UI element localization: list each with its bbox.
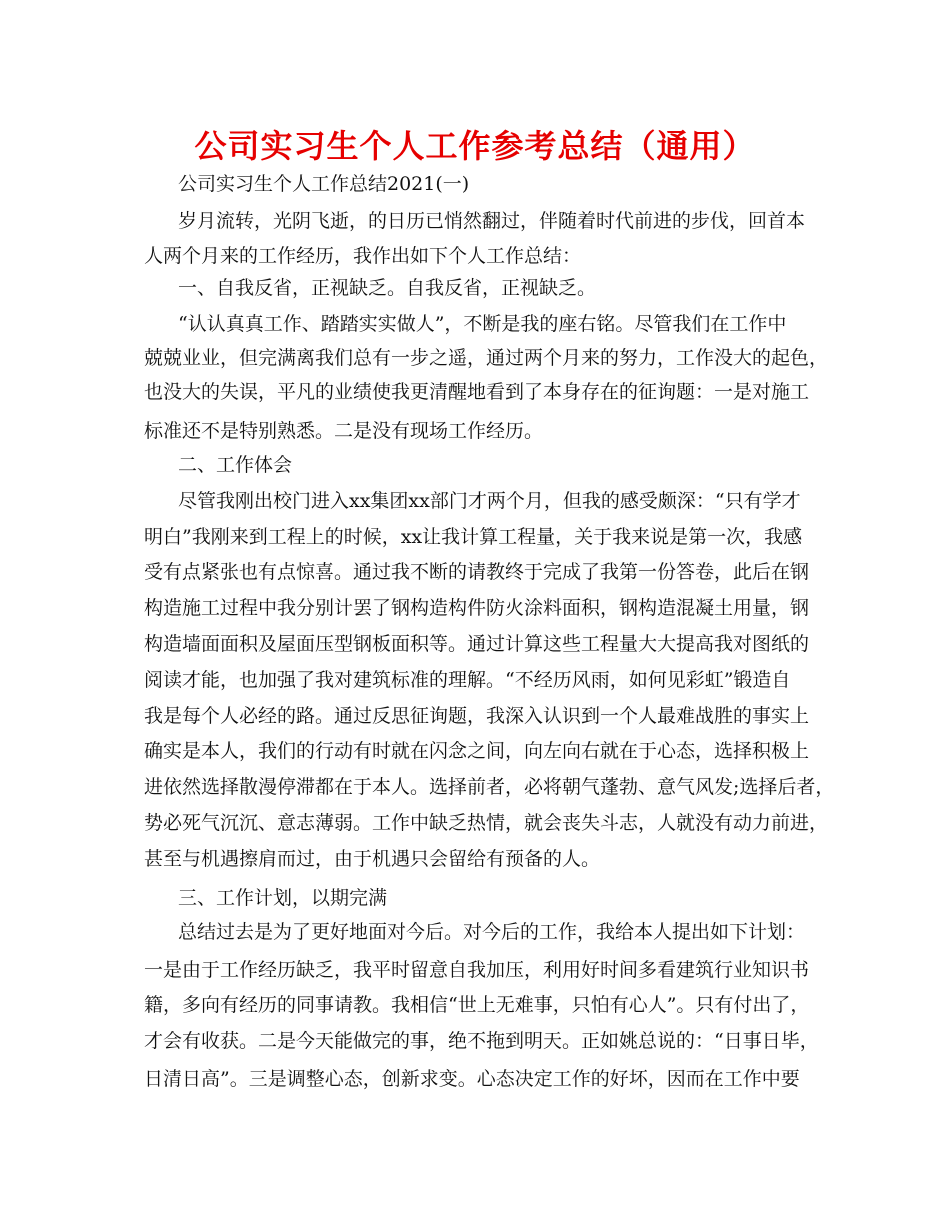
paragraph-line: 标准还不是特别熟悉。二是没有现场工作经历。: [144, 420, 544, 442]
paragraph-line: 明白”我刚来到工程上的时候，xx让我计算工程量，关于我来说是第一次，我感: [144, 526, 803, 548]
paragraph-line: 籍，多向有经历的同事请教。我相信“世上无难事，只怕有心人”。只有付出了，: [144, 994, 810, 1016]
paragraph-line: 构造墙面面积及屋面压型钢板面积等。通过计算这些工程量大大提高我对图纸的: [144, 633, 810, 655]
paragraph-line: 日清日高”。三是调整心态，创新求变。心态决定工作的好坏，因而在工作中要: [144, 1068, 800, 1090]
paragraph-line: 构造施工过程中我分别计罢了钢构造构件防火涂料面积，钢构造混凝土用量，钢: [144, 597, 810, 619]
paragraph-line: 确实是本人，我们的行动有时就在闪念之间，向左向右就在于心态，选择积极上: [144, 740, 810, 762]
paragraph-line: 兢兢业业，但完满离我们总有一步之遥，通过两个月来的努力，工作没大的起色，: [144, 347, 829, 369]
section-heading: 一、自我反省，正视缺乏。自我反省，正视缺乏。: [178, 277, 597, 299]
section-heading: 二、工作体会: [178, 454, 293, 476]
paragraph-line: 我是每个人必经的路。通过反思征询题，我深入认识到一个人最难战胜的事实上: [144, 705, 810, 727]
section-subtitle: 公司实习生个人工作总结2021(一): [178, 173, 470, 195]
paragraph-line: 岁月流转，光阴飞逝，的日历已悄然翻过，伴随着时代前进的步伐，回首本: [178, 210, 806, 232]
paragraph-line: 才会有收获。二是今天能做完的事，绝不拖到明天。正如姚总说的：“日事日毕，: [144, 1030, 819, 1052]
paragraph-line: 也没大的失误，平凡的业绩使我更清醒地看到了本身存在的征询题：一是对施工: [144, 381, 810, 403]
paragraph-line: 尽管我刚出校门进入xx集团xx部门才两个月，但我的感受颇深：“只有学才: [178, 490, 801, 512]
section-heading: 三、工作计划，以期完满: [178, 887, 388, 909]
paragraph-line: 总结过去是为了更好地面对今后。对今后的工作，我给本人提出如下计划：: [178, 921, 806, 943]
document-title: 公司实习生个人工作参考总结（通用）: [194, 127, 756, 165]
paragraph-line: 人两个月来的工作经历，我作出如下个人工作总结：: [144, 245, 582, 267]
paragraph-line: 一是由于工作经历缺乏，我平时留意自我加压，利用好时间多看建筑行业知识书: [144, 959, 810, 981]
paragraph-line: 阅读才能，也加强了我对建筑标准的理解。“不经历风雨，如何见彩虹”锻造自: [144, 669, 791, 691]
paragraph-line: 势必死气沉沉、意志薄弱。工作中缺乏热情，就会丧失斗志，人就没有动力前进，: [144, 812, 829, 834]
paragraph-line: 受有点紧张也有点惊喜。通过我不断的请教终于完成了我第一份答卷，此后在钢: [144, 561, 810, 583]
paragraph-line: “认认真真工作、踏踏实实做人”，不断是我的座右铭。尽管我们在工作中: [178, 313, 787, 335]
paragraph-line: 甚至与机遇擦肩而过，由于机遇只会留给有预备的人。: [144, 848, 601, 870]
paragraph-line: 进依然选择散漫停滞都在于本人。选择前者，必将朝气蓬勃、意气风发;选择后者，: [144, 776, 835, 798]
